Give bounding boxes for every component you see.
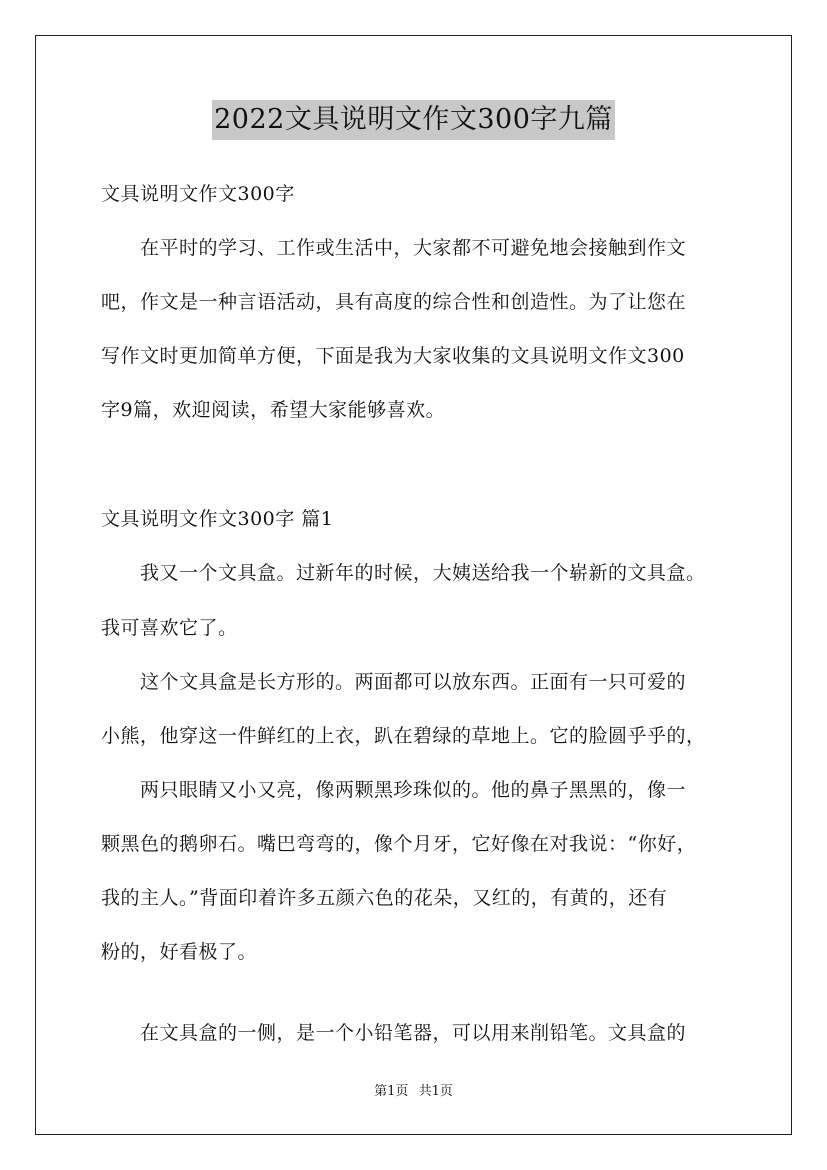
paragraph-line: 写作文时更加简单方便，下面是我为大家收集的文具说明文作文300 bbox=[101, 345, 685, 367]
paragraph-line: 颗黑色的鹅卵石。嘴巴弯弯的，像个月牙，它好像在对我说：“你好， bbox=[101, 833, 697, 855]
page-footer bbox=[0, 1083, 827, 1101]
paragraph-line: 我的主人。”背面印着许多五颜六色的花朵，又红的，有黄的，还有 bbox=[101, 887, 668, 909]
page-number-total: 共1页 bbox=[418, 1084, 453, 1099]
section-heading: 文具说明文作文300字 bbox=[101, 183, 295, 205]
section-heading: 文具说明文作文300字 篇1 bbox=[101, 508, 334, 530]
page-number-current: 第1页 bbox=[374, 1084, 409, 1099]
paragraph-line: 字9篇，欢迎阅读，希望大家能够喜欢。 bbox=[101, 399, 446, 421]
paragraph-line: 这个文具盒是长方形的。两面都可以放东西。正面有一只可爱的 bbox=[101, 671, 687, 693]
paragraph-line: 小熊，他穿这一件鲜红的上衣，趴在碧绿的草地上。它的脸圆乎乎的， bbox=[101, 725, 706, 747]
paragraph-line: 我可喜欢它了。 bbox=[101, 617, 238, 639]
paragraph-line: 两只眼睛又小又亮，像两颗黑珍珠似的。他的鼻子黑黑的，像一 bbox=[101, 779, 687, 801]
title-container bbox=[0, 100, 827, 140]
paragraph-line: 在平时的学习、工作或生活中，大家都不可避免地会接触到作文 bbox=[101, 237, 687, 259]
document-title: 2022文具说明文作文300字九篇 bbox=[212, 100, 615, 140]
paragraph-line: 在文具盒的一侧，是一个小铅笔器，可以用来削铅笔。文具盒的 bbox=[101, 1022, 687, 1044]
paragraph-line: 我又一个文具盒。过新年的时候，大姨送给我一个崭新的文具盒。 bbox=[101, 562, 706, 584]
paragraph-line: 吧，作文是一种言语活动，具有高度的综合性和创造性。为了让您在 bbox=[101, 291, 687, 313]
paragraph-line: 粉的，好看极了。 bbox=[101, 941, 258, 963]
